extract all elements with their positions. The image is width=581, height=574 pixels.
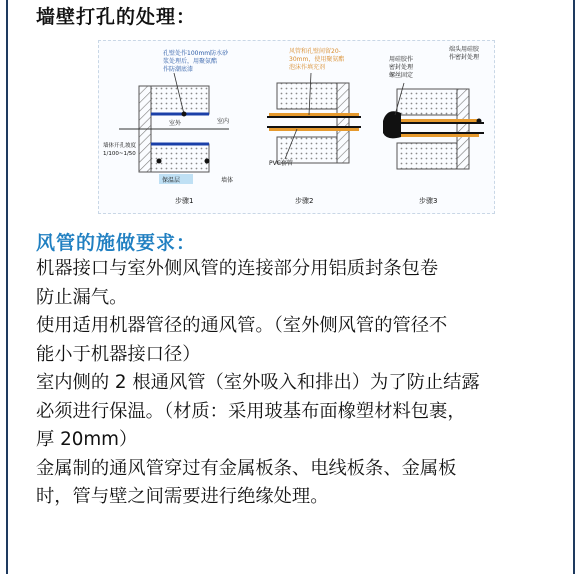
step1-note-3: 作防潮底漆 bbox=[163, 66, 194, 73]
slope-label-1: 墙体开孔坡度 bbox=[103, 143, 137, 149]
wall-label: 墙体 bbox=[221, 177, 234, 184]
step2-note-2: 30mm，使用聚氨酯 bbox=[289, 56, 345, 63]
text-line: 机器接口与室外侧风管的连接部分用铝质封条包卷 bbox=[36, 258, 439, 279]
step2-wall-hatch bbox=[337, 83, 349, 163]
step2-note-1: 风管和孔壁间留20- bbox=[289, 48, 341, 55]
slope-label-2: 1/100~1/50 bbox=[103, 151, 136, 157]
step3-note-left-1: 用硅胶作 bbox=[389, 56, 414, 63]
step3-note-right-2: 作密封处理 bbox=[449, 54, 480, 61]
section-title: 风管的施做要求： bbox=[36, 232, 197, 254]
step3-note-left-3: 螺丝固定 bbox=[389, 72, 414, 79]
text-line: 厚 20mm） bbox=[36, 429, 138, 450]
step1-note-1: 孔壁处作100mm防水砂 bbox=[163, 50, 229, 57]
step1-pointer-wall bbox=[205, 159, 210, 164]
step3-flange bbox=[383, 111, 401, 138]
step3-wall-bottom bbox=[397, 143, 457, 169]
text-line: 室内侧的 2 根通风管（室外吸入和排出）为了防止结露 bbox=[36, 372, 480, 393]
step3-note-left-2: 密封处理 bbox=[389, 64, 414, 71]
left-frame-line bbox=[6, 0, 8, 574]
step3-label: 步骤3 bbox=[419, 197, 438, 205]
text-line: 必须进行保温。（材质：采用玻基布面橡塑材料包裹， bbox=[36, 400, 466, 422]
insulation-label: 保温层 bbox=[162, 177, 181, 184]
right-frame-line bbox=[573, 0, 575, 574]
text-line: 时，管与壁之间需要进行绝缘处理。 bbox=[36, 486, 329, 507]
text-line: 使用适用机器管径的通风管。（室外侧风管的管径不 bbox=[36, 315, 448, 336]
step3-note-right-1: 端头用硅胶 bbox=[449, 46, 480, 53]
step2-note-3: 泡沫作填充剂 bbox=[289, 64, 326, 71]
step3-wall-hatch bbox=[457, 89, 469, 169]
step1-note-2: 浆处理后，用聚氨酯 bbox=[163, 58, 218, 65]
outdoor-label: 室外 bbox=[169, 120, 182, 127]
text-line: 能小于机器接口径） bbox=[36, 343, 201, 365]
step3-pointer bbox=[477, 119, 482, 124]
diagram-svg bbox=[99, 41, 494, 213]
page-heading: 墙壁打孔的处理： bbox=[36, 6, 197, 28]
step1-wall-top bbox=[151, 86, 209, 114]
text-line: 金属制的通风管穿过有金属板条、电线板条、金属板 bbox=[36, 457, 457, 479]
step2-label: 步骤2 bbox=[295, 197, 314, 205]
step2-wall-top bbox=[277, 83, 337, 109]
text-line: 防止漏气。 bbox=[36, 286, 128, 308]
step1-wall-bottom bbox=[151, 144, 209, 172]
step1-label: 步骤1 bbox=[175, 197, 194, 205]
step2-drawing bbox=[267, 73, 361, 163]
indoor-label: 室内 bbox=[217, 118, 230, 125]
step1-drawing bbox=[119, 73, 229, 184]
pvc-label: PVC套管 bbox=[269, 160, 293, 167]
step3-wall-top bbox=[397, 89, 457, 115]
wall-hole-diagram bbox=[98, 40, 495, 214]
step1-pointer-insulation bbox=[157, 159, 162, 164]
requirements-text bbox=[36, 255, 564, 512]
step1-pointer bbox=[182, 112, 187, 117]
step3-drawing bbox=[383, 83, 484, 169]
